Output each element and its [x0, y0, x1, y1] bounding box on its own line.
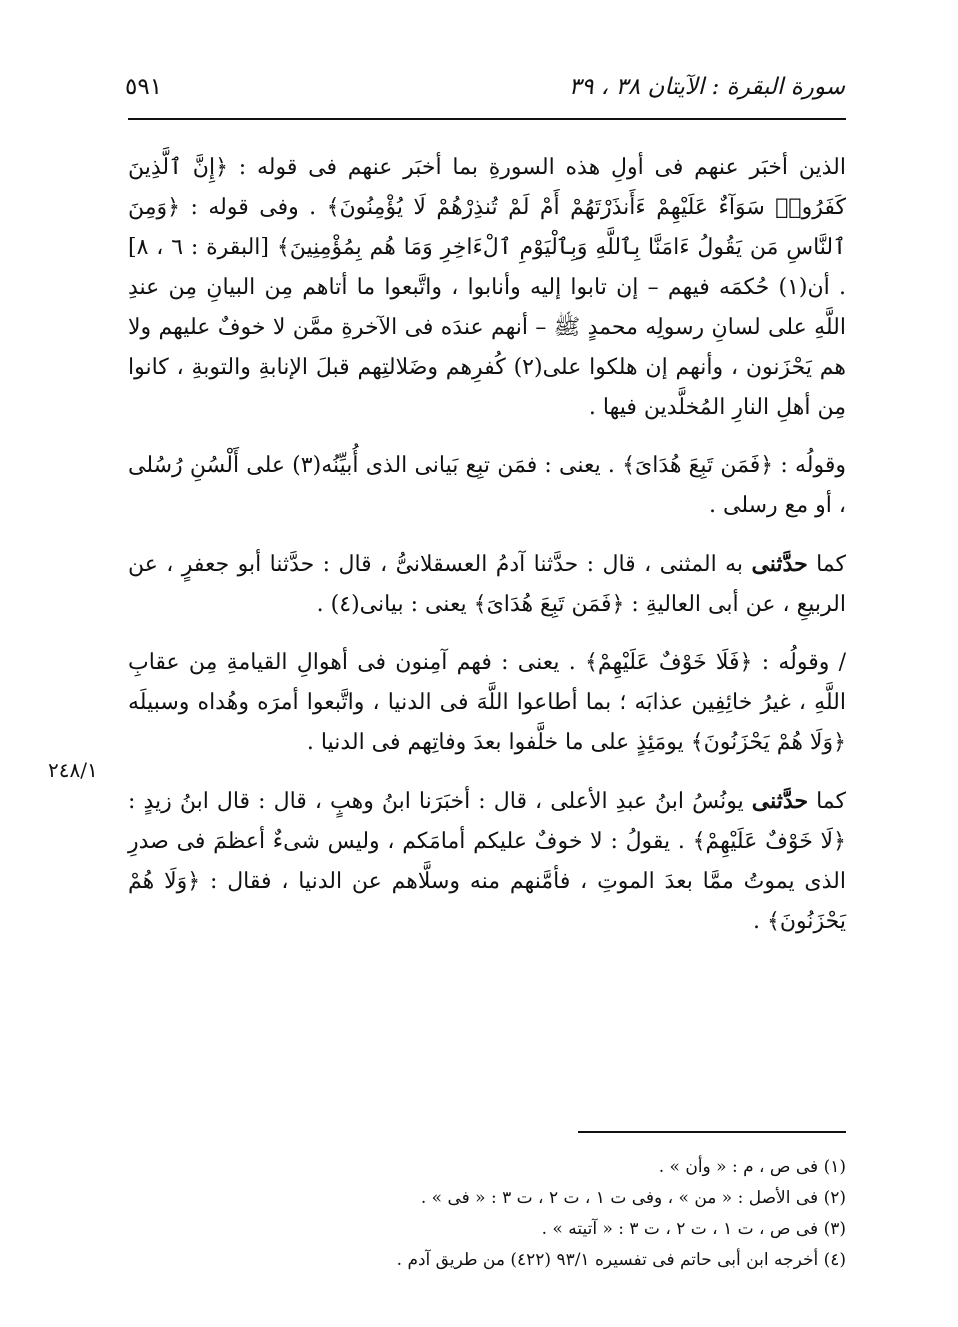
paragraph-5-lead-word: حدَّثنى — [751, 788, 809, 814]
margin-reference: ٢٤٨/١ — [48, 758, 98, 782]
paragraph-2: وقولُه : ﴿فَمَن تَبِعَ هُدَاىَ﴾ . يعنى : فمَن تبِع بَيانى الذى أُبيِّنُه(٣) على أَلْسُنِ رُسُلى ، أو مع رسلى . — [128, 453, 846, 518]
paragraph-5-prefix: كما — [808, 789, 846, 814]
paragraph-3-prefix: كما — [807, 552, 846, 577]
footnote-2: (٢) فى الأصل : « من » ، وفى ت ١ ، ت ٢ ، ت ٣ : « فى » . — [420, 1188, 846, 1208]
footnote-3: (٣) فى ص ، ت ١ ، ت ٢ ، ت ٣ : « آتيته » . — [541, 1219, 846, 1239]
footnote-4: (٤) أخرجه ابن أبى حاتم فى تفسيره ٩٣/١ (٤٢٢) من طريق آدم . — [396, 1250, 846, 1270]
footnotes — [128, 1152, 846, 1276]
paragraph-1: الذين أخبَر عنهم فى أولِ هذه السورةِ بما أخبَر عنهم فى قوله : ﴿إِنَّ ٱلَّذِينَ كَفَرُوا۟ سَوَآءٌ عَلَيْهِمْ ءَأَنذَرْتَهُمْ أَمْ لَمْ تُنذِرْهُمْ لَا يُؤْمِنُونَ﴾ . وفى قوله : ﴿وَمِنَ ٱلنَّاسِ مَن يَقُولُ ءَامَنَّا بِٱللَّهِ وَبِٱلْيَوْمِ ٱلْءَاخِرِ وَمَا هُم بِمُؤْمِنِينَ﴾ [البقرة : ٦ ، ٨] . أن(١) حُكمَه فيهم – إن تابوا إليه وأنابوا ، واتَّبعوا ما أتاهم مِن البيانِ مِن عندِ اللَّهِ على لسانِ رسولِه محمدٍ ﷺ – أنهم عندَه فى الآخرةِ ممَّن لا خوفٌ عليهم ولا هم يَحْزَنون ، وأنهم إن هلكوا على(٢) كُفرِهم وضَلالتِهم قبلَ الإنابةِ والتوبةِ ، كانوا مِن أهلِ النارِ المُخلَّدين فيها . — [128, 155, 846, 420]
paragraph-5-text: يونُسُ ابنُ عبدِ الأعلى ، قال : أخبَرَنا ابنُ وهبٍ ، قال : قال ابنُ زيدٍ : ﴿لَا خَوْفٌ عَلَيْهِمْ﴾ . يقولُ : لا خوفٌ عليكم أمامَكم ، وليس شىءٌ أعظمَ فى صدرِ الذى يموتُ ممَّا بعدَ الموتِ ، فأمَّنهم منه وسلَّاهم عن الدنيا ، فقال : ﴿وَلَا هُمْ يَحْزَنُونَ﴾ . — [128, 789, 846, 934]
paragraph-3-lead-word: حدَّثنى — [751, 551, 808, 577]
footnote-1: (١) فى ص ، م : « وأن » . — [658, 1157, 846, 1177]
paragraph-5 — [128, 781, 846, 942]
page-header — [125, 70, 845, 110]
paragraph-4: / وقولُه : ﴿فَلَا خَوْفٌ عَلَيْهِمْ﴾ . يعنى : فهم آمِنون فى أهوالِ القيامةِ مِن عقابِ اللَّهِ ، غيرُ خائِفِين عذابَه ؛ بما أطاعوا اللَّهَ فى الدنيا ، واتَّبعوا أمرَه وهُداه وسبيلَه ﴿وَلَا هُمْ يَحْزَنُونَ﴾ يومَئِذٍ على ما خلَّفوا بعدَ وفاتِهم فى الدنيا . — [128, 650, 846, 755]
page-number: ٥٩١ — [125, 74, 163, 100]
footnote-rule — [578, 1131, 846, 1133]
header-rule — [128, 118, 846, 120]
paragraph-3 — [128, 544, 846, 625]
paragraph-3-text: به المثنى ، قال : حدَّثنا آدمُ العسقلانىُّ ، قال : حدَّثنا أبو جعفرٍ ، عن الربيعِ ، عن أبى العاليةِ : ﴿فَمَن تَبِعَ هُدَاىَ﴾ يعنى : بيانى(٤) . — [128, 552, 846, 617]
running-title: سورة البقرة : الآيتان ٣٨ ، ٣٩ — [568, 74, 845, 100]
main-text — [128, 148, 846, 960]
